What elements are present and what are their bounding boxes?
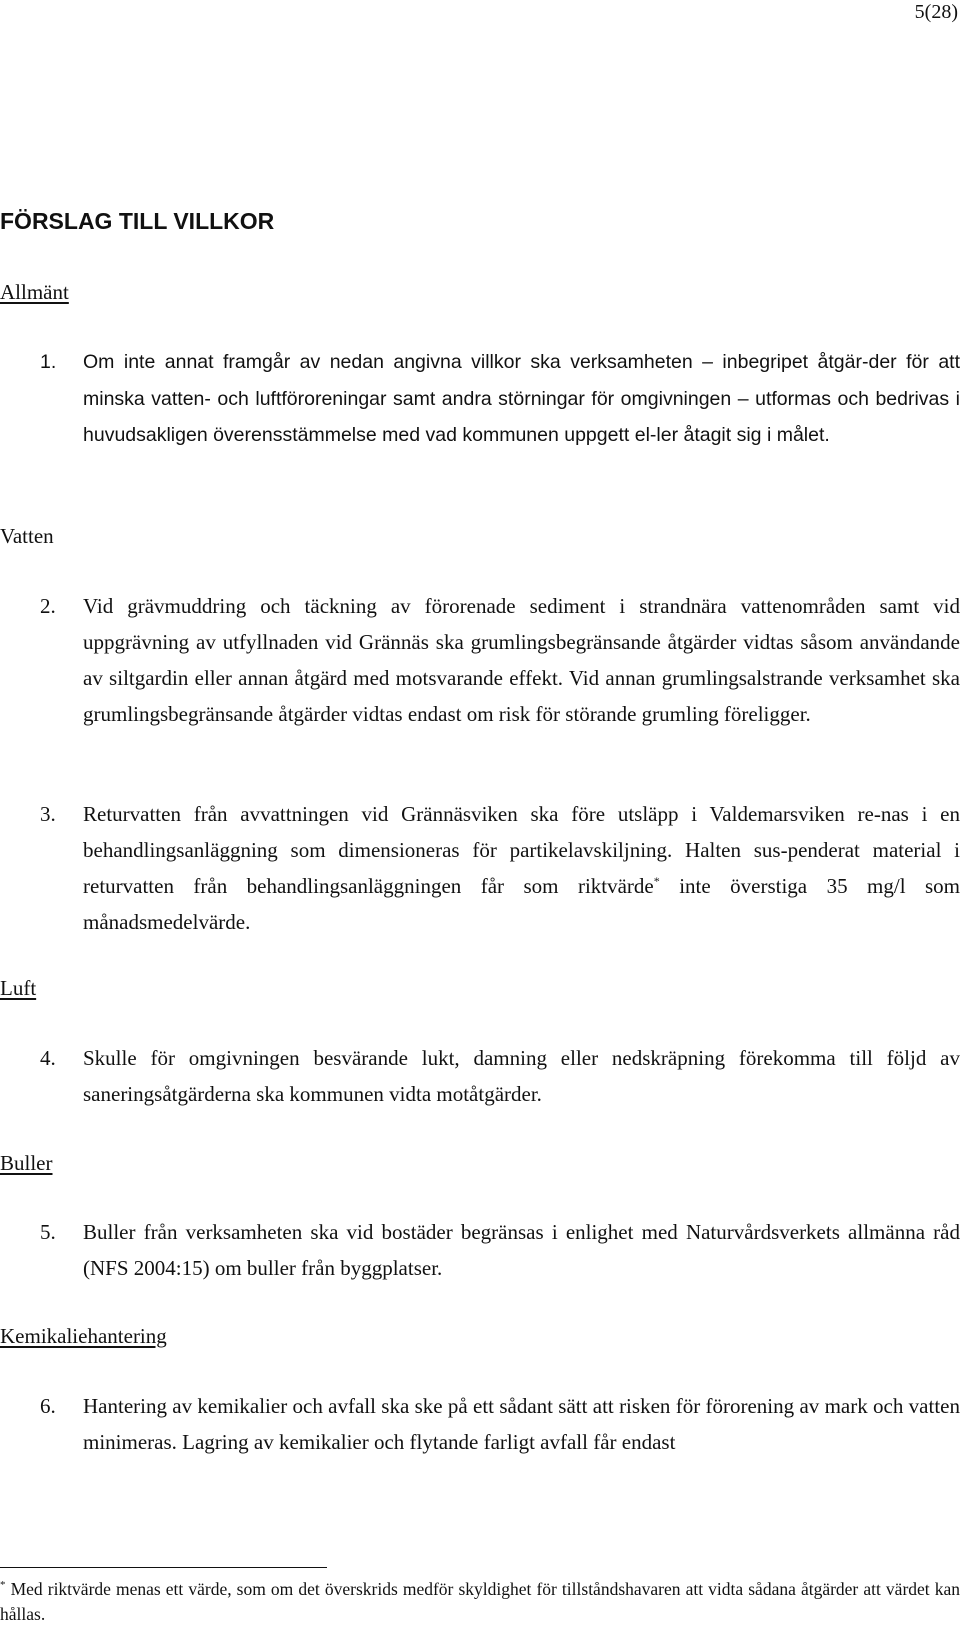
condition-number: 4. [40,1046,56,1070]
condition-text-part: Returvatten från avvattningen vid Grännäsviken ska före utsläpp i Valdemarsviken re-nas i en behandlingsanläggning som dimensioneras för partikelavskiljning. Halten sus-penderat material i returvatten från behandlingsanläggningen får som riktvärde [83,802,960,898]
footnote [0,1577,960,1627]
condition-text: Buller från verksamheten ska vid bostäder begränsas i enlighet med Naturvårdsverkets allmänna råd (NFS 2004:15) om buller från byggplatser. [83,1220,960,1280]
footnote-text: Med riktvärde menas ett värde, som om det överskrids medför skyldighet för tillståndshavaren att vidta sådana åtgärder att värdet kan hållas. [0,1579,960,1624]
condition-text: Vid grävmuddring och täckning av förorenade sediment i strandnära vattenområden samt vid uppgrävning av utfyllnaden vid Grännäs ska grumlingsbegränsande åtgärder vidtas såsom användande av siltgardin eller annan åtgärd med motsvarande effekt. Vid annan grumlingsalstrande verksamhet ska grumlingsbegränsande åtgärder vidtas endast om risk för störande grumling föreligger. [83,594,960,726]
section-heading-vatten: Vatten [0,524,54,548]
page-title: FÖRSLAG TILL VILLKOR [0,208,275,234]
condition-number: 3. [40,802,56,826]
page-number: 5(28) [914,1,958,23]
section-heading-allmant: Allmänt [0,280,69,304]
condition-text: Om inte annat framgår av nedan angivna villkor ska verksamheten – inbegripet åtgär-der för att minska vatten- och luftföroreningar samt andra störningar för omgivningen – utformas och bedrivas i huvudsakligen överensstämmelse med vad kommunen uppgett el-ler åtagit sig i målet. [83,351,960,446]
section-heading-luft: Luft [0,976,37,1000]
section-heading-buller: Buller [0,1151,53,1175]
condition-number: 6. [40,1394,56,1418]
footnote-mark: * [0,1579,6,1591]
condition-text [83,796,960,940]
footnote-divider [0,1567,327,1568]
condition-number: 5. [40,1220,56,1244]
section-heading-kemikaliehantering: Kemikaliehantering [0,1324,167,1348]
condition-text: Hantering av kemikalier och avfall ska ske på ett sådant sätt att risken för förorening av mark och vatten minimeras. Lagring av kemikalier och flytande farligt avfall får endast [83,1394,960,1454]
condition-number: 2. [40,594,56,618]
condition-number: 1. [40,351,57,373]
footnote-reference[interactable]: * [653,874,660,888]
condition-text: Skulle för omgivningen besvärande lukt, damning eller nedskräpning förekomma till följd av saneringsåtgärderna ska kommunen vidta motåtgärder. [83,1046,960,1106]
condition-text-part: inte överstiga 35 mg/l som månadsmedelvärde. [83,874,960,934]
